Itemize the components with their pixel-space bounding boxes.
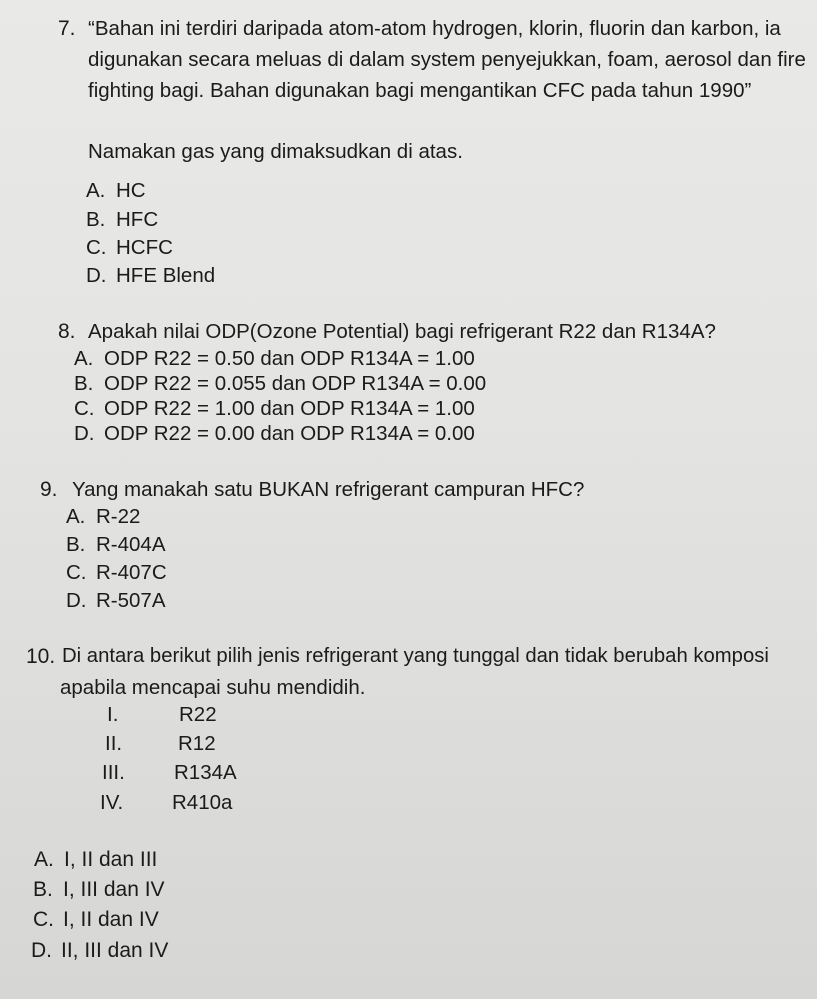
- roman-numeral: III.: [102, 761, 125, 784]
- option-d: [31, 939, 168, 963]
- roman-value: R12: [178, 732, 216, 755]
- option-text: II, III dan IV: [61, 939, 169, 962]
- option-letter: B.: [33, 878, 53, 901]
- question-stem-line: Yang manakah satu BUKAN refrigerant campuran HFC?: [72, 478, 585, 501]
- option-text: HFE Blend: [116, 264, 216, 287]
- option-letter: A.: [34, 848, 54, 871]
- option-text: I, III dan IV: [63, 878, 165, 901]
- roman-numeral: IV.: [100, 791, 124, 814]
- option-b: [66, 533, 166, 557]
- question-stem-line: Di antara berikut pilih jenis refrigerant yang tunggal dan tidak berubah komposi: [62, 645, 769, 667]
- option-letter: C.: [66, 561, 87, 584]
- roman-value: R410a: [172, 791, 233, 814]
- option-b: [86, 208, 158, 232]
- option-letter: D.: [74, 422, 95, 445]
- option-letter: B.: [74, 372, 94, 395]
- option-text: HFC: [116, 208, 159, 231]
- question-prompt: Namakan gas yang dimaksudkan di atas.: [88, 140, 463, 163]
- option-letter: C.: [86, 236, 107, 259]
- option-letter: A.: [86, 179, 106, 202]
- option-a: [86, 179, 146, 203]
- option-b: [33, 878, 165, 902]
- question-stem-line: “Bahan ini terdiri daripada atom-atom hydrogen, klorin, fluorin dan karbon, ia: [88, 17, 781, 40]
- roman-numeral: II.: [105, 732, 123, 755]
- option-c: [86, 236, 173, 260]
- question-number: 7.: [58, 17, 76, 40]
- roman-value: R134A: [174, 761, 237, 784]
- bleed-through-text: [300, 238, 305, 259]
- question-stem-line: apabila mencapai suhu mendidih.: [60, 676, 366, 699]
- option-text: R-407C: [96, 561, 167, 584]
- question-stem-line: digunakan secara meluas di dalam system penyejukkan, foam, aerosol dan fire: [88, 48, 806, 71]
- question-number: 8.: [58, 320, 76, 343]
- option-letter: B.: [66, 533, 86, 556]
- option-letter: B.: [86, 208, 106, 231]
- roman-numeral: I.: [107, 703, 119, 726]
- question-number: 9.: [40, 478, 58, 501]
- option-b: [74, 372, 486, 396]
- option-letter: C.: [33, 908, 54, 931]
- option-text: I, II dan III: [64, 848, 158, 871]
- option-c: [33, 908, 159, 932]
- roman-value: R22: [179, 703, 217, 726]
- option-text: ODP R22 = 0.00 dan ODP R134A = 0.00: [104, 422, 475, 445]
- option-letter: C.: [74, 397, 95, 420]
- option-letter: D.: [66, 589, 87, 612]
- option-text: ODP R22 = 0.50 dan ODP R134A = 1.00: [104, 347, 475, 370]
- option-d: [66, 589, 166, 613]
- option-text: R-507A: [96, 589, 166, 612]
- option-a: [66, 505, 140, 529]
- option-text: R-22: [96, 505, 141, 528]
- option-text: R-404A: [96, 533, 166, 556]
- option-a: [34, 848, 157, 872]
- option-d: [86, 264, 215, 288]
- option-a: [74, 347, 475, 371]
- option-letter: A.: [74, 347, 94, 370]
- option-text: ODP R22 = 1.00 dan ODP R134A = 1.00: [104, 397, 475, 420]
- option-letter: D.: [86, 264, 107, 287]
- question-number: 10.: [26, 645, 56, 668]
- question-stem-line: Apakah nilai ODP(Ozone Potential) bagi refrigerant R22 dan R134A?: [88, 320, 716, 343]
- question-stem-line: fighting bagi. Bahan digunakan bagi mengantikan CFC pada tahun 1990”: [88, 79, 752, 102]
- option-text: HC: [116, 179, 146, 202]
- option-d: [74, 422, 475, 446]
- option-letter: D.: [31, 939, 52, 962]
- option-c: [66, 561, 167, 585]
- option-text: HCFC: [116, 236, 173, 259]
- option-c: [74, 397, 475, 421]
- option-text: ODP R22 = 0.055 dan ODP R134A = 0.00: [104, 372, 487, 395]
- option-text: I, II dan IV: [63, 908, 159, 931]
- option-letter: A.: [66, 505, 86, 528]
